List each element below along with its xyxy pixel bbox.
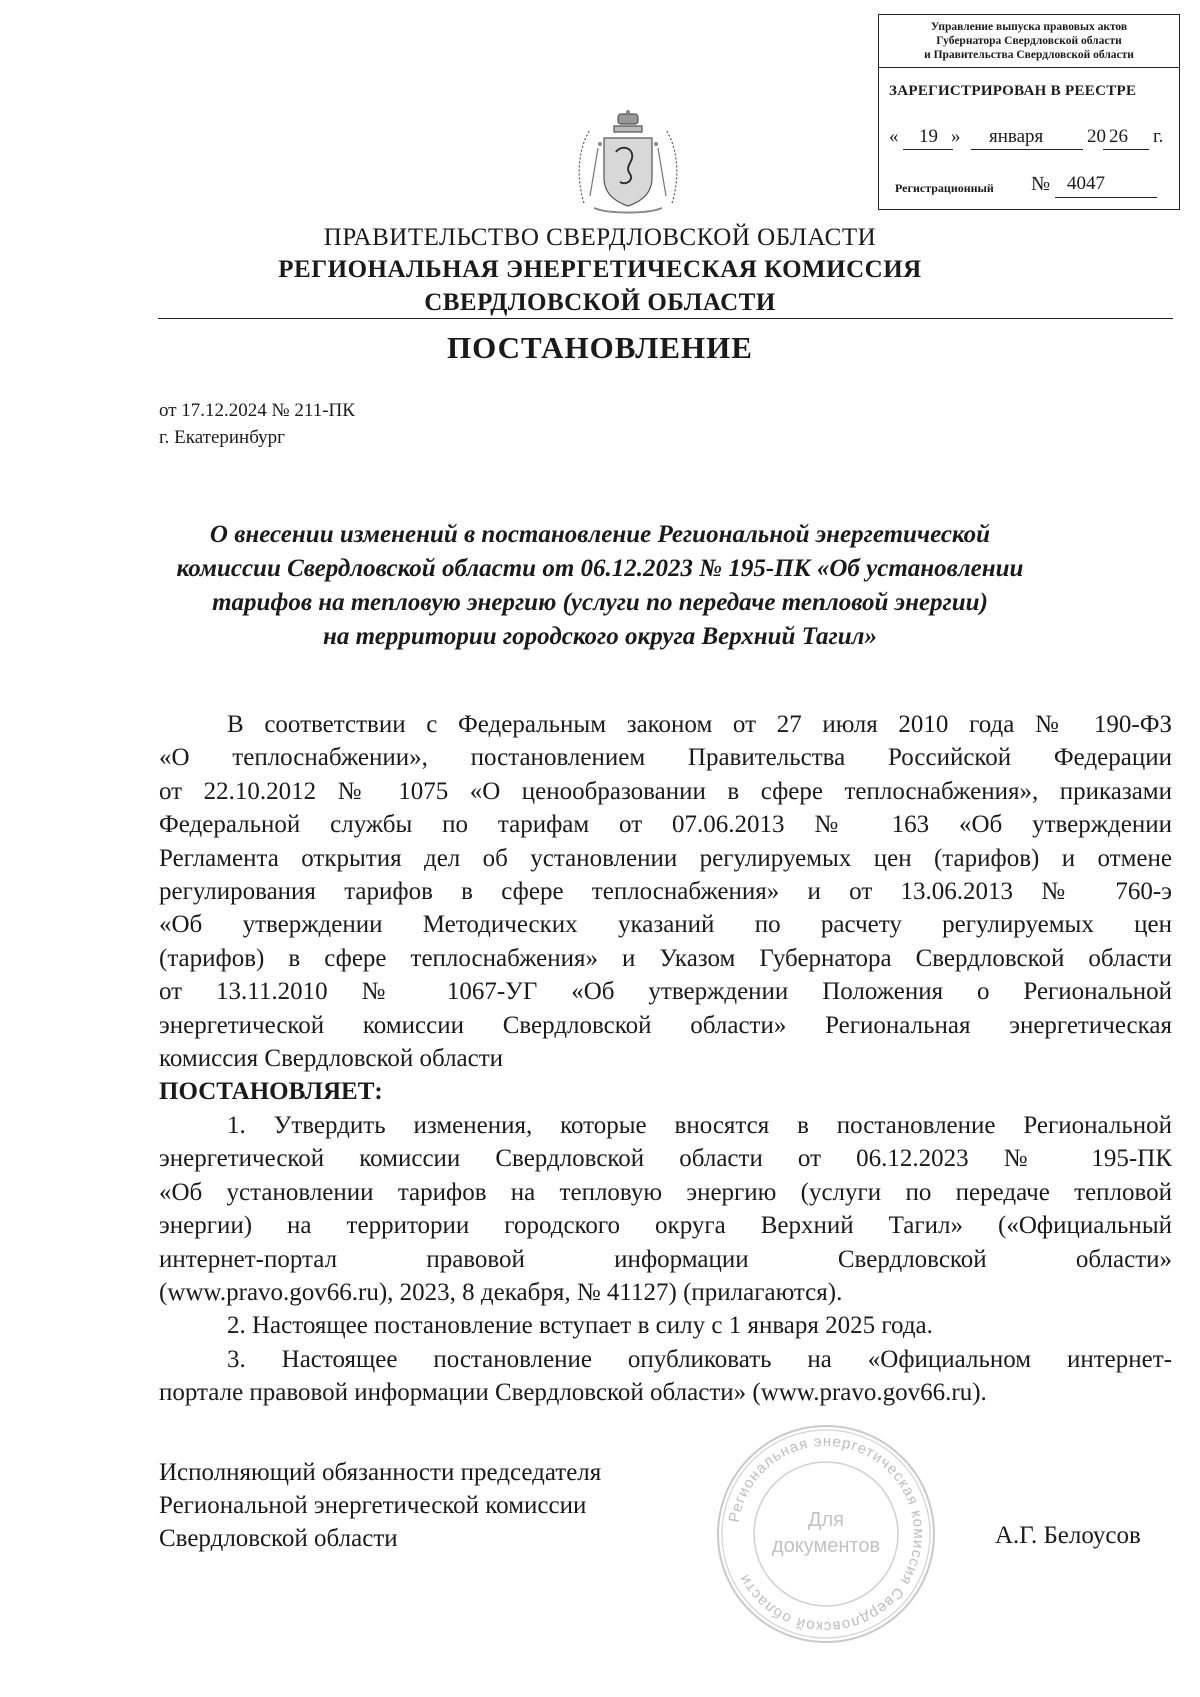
registration-stamp-header xyxy=(879,15,1179,68)
title-line: комиссии Свердловской области от 06.12.2023 № 195-ПК «Об установлении xyxy=(176,555,1024,582)
registration-header-line: Управление выпуска правовых актов xyxy=(930,21,1128,33)
seal-center-line1: Для xyxy=(807,1509,845,1531)
preamble-line: (тарифов) в сфере теплоснабжения» и Указом Губернатора Свердловской области xyxy=(159,944,1172,972)
official-seal-icon xyxy=(712,1420,940,1648)
item1-line: «Об установлении тарифов на тепловую энергию (услуги по передаче тепловой xyxy=(159,1178,1172,1206)
item3-line: портале правовой информации Свердловской области» (www.pravo.gov66.ru). xyxy=(159,1379,987,1407)
preamble-line: Федеральной службы по тарифам от 07.06.2013 № 163 «Об утверждении xyxy=(159,811,1172,839)
svg-text:Региональная энергетическая ко xyxy=(726,1433,927,1635)
title-line: тарифов на тепловую энергию (услуги по передаче тепловой энергии) xyxy=(212,589,988,616)
government-name: ПРАВИТЕЛЬСТВО СВЕРДЛОВСКОЙ ОБЛАСТИ xyxy=(323,224,877,251)
preamble-line: от 13.11.2010 № 1067-УГ «Об утверждении Положения о Региональной xyxy=(159,978,1172,1006)
signatory-position-line: Региональной энергетической комиссии xyxy=(159,1492,587,1519)
item3-line: 3. Настоящее постановление опубликовать на «Официальном интернет- xyxy=(227,1345,1172,1373)
registration-year-underline xyxy=(1103,149,1149,150)
item1-line: 1. Утвердить изменения, которые вносятся в постановление Региональной xyxy=(227,1111,1172,1139)
registration-header-line: и Правительства Свердловской области xyxy=(924,49,1134,61)
commission-name-line2: СВЕРДЛОВСКОЙ ОБЛАСТИ xyxy=(424,289,776,316)
registration-day: 19 xyxy=(919,126,938,147)
seal-center-line2: документов xyxy=(771,1535,881,1557)
item1-line: энергетической комиссии Свердловской области от 06.12.2023 № 195-ПК xyxy=(159,1145,1172,1173)
preamble-line: Регламента открытия дел об установлении регулируемых цен (тарифов) и отмене xyxy=(159,844,1172,872)
registration-number-label: Регистрационный xyxy=(895,181,994,195)
item2-line: 2. Настоящее постановление вступает в силу с 1 января 2025 года. xyxy=(227,1312,933,1340)
coat-of-arms-icon xyxy=(574,108,682,218)
registration-year-prefix: 20 xyxy=(1087,126,1106,147)
preamble-line: комиссия Свердловской области xyxy=(159,1045,504,1073)
preamble-line: регулирования тарифов в сфере теплоснабжения» и от 13.06.2013 № 760-э xyxy=(159,878,1172,906)
registration-header-line: Губернатора Свердловской области xyxy=(936,35,1122,47)
registration-number-row xyxy=(895,173,1175,201)
signatory-position-line: Исполняющий обязанности председателя xyxy=(159,1459,602,1486)
registration-number-sign: № xyxy=(1031,173,1051,195)
commission-name-line1: РЕГИОНАЛЬНАЯ ЭНЕРГЕТИЧЕСКАЯ КОМИССИЯ xyxy=(278,256,922,283)
preamble-line: от 22.10.2012 № 1075 «О ценообразовании в сфере теплоснабжения», приказами xyxy=(159,777,1172,805)
registration-year-suffix: 26 xyxy=(1109,126,1128,147)
seal-ring-text: Региональная энергетическая комиссия Свердловской области xyxy=(725,1432,928,1636)
signatory-position-line: Свердловской области xyxy=(159,1525,398,1552)
preamble-line: «Об утверждении Методических указаний по расчету регулируемых цен xyxy=(159,911,1172,939)
registration-open-quote: « xyxy=(889,126,899,147)
registration-stamp xyxy=(878,14,1180,210)
registration-close-quote: » xyxy=(951,126,961,147)
item1-line: (www.pravo.gov66.ru), 2023, 8 декабря, № 41127) (прилагаются). xyxy=(159,1278,843,1306)
document-body xyxy=(159,708,1172,1410)
title-line: на территории городского округа Верхний Тагил» xyxy=(323,623,877,650)
registration-title: ЗАРЕГИСТРИРОВАН В РЕЕСТРЕ xyxy=(889,83,1137,99)
registration-year-unit: г. xyxy=(1153,126,1164,147)
preamble-line: «О теплоснабжении», постановлением Правительства Российской Федерации xyxy=(159,744,1172,772)
item1-line: энергии) на территории городского округа Верхний Тагил» («Официальный xyxy=(159,1212,1172,1240)
document-date-number: от 17.12.2024 № 211-ПК xyxy=(159,400,355,421)
registration-month: января xyxy=(989,126,1044,147)
preamble-line: энергетической комиссии Свердловской области» Региональная энергетическая xyxy=(159,1011,1172,1039)
document-city: г. Екатеринбург xyxy=(159,427,285,448)
registration-month-underline xyxy=(971,149,1083,150)
title-line: О внесении изменений в постановление Региональной энергетической xyxy=(209,521,991,548)
document-title xyxy=(100,518,1100,654)
registration-day-underline xyxy=(903,149,953,150)
resolves-heading: ПОСТАНОВЛЯЕТ: xyxy=(159,1078,383,1106)
signatory-name: А.Г. Белоусов xyxy=(995,1522,1141,1549)
registration-date xyxy=(889,126,1175,152)
signatory-position xyxy=(159,1456,601,1555)
preamble-line: В соответствии с Федеральным законом от 27 июля 2010 года № 190-ФЗ xyxy=(227,711,1172,738)
registration-number: 4047 xyxy=(1067,173,1105,194)
registration-number-underline xyxy=(1055,197,1157,198)
document-type: ПОСТАНОВЛЕНИЕ xyxy=(447,330,753,365)
header-divider xyxy=(158,318,1173,319)
item1-line: интернет-портал правовой информации Свердловской области» xyxy=(159,1245,1172,1273)
